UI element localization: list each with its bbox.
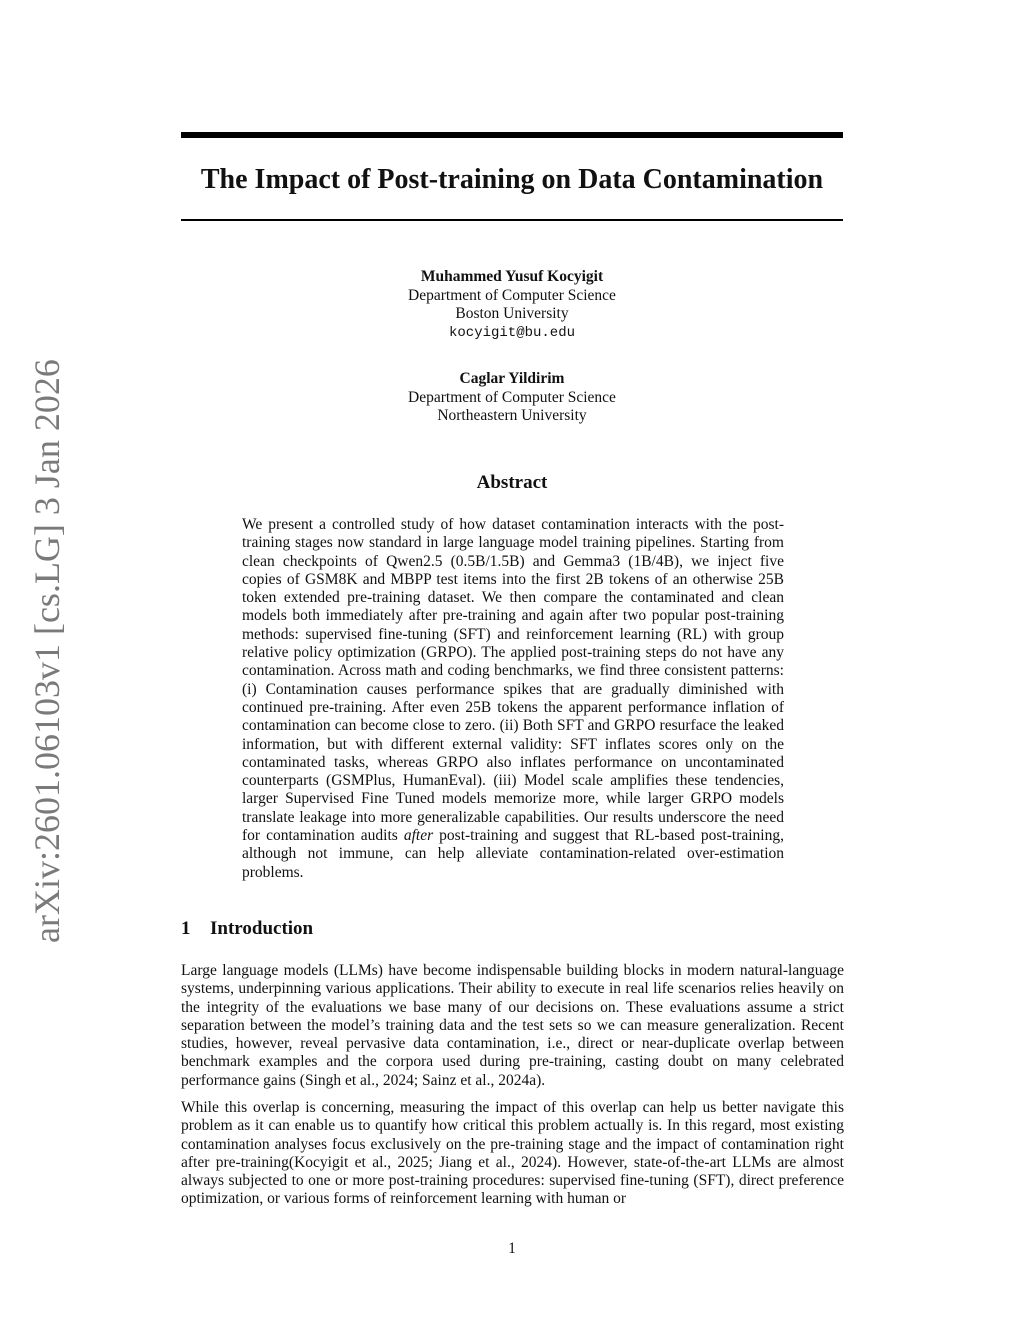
author-institution: Northeastern University bbox=[437, 407, 587, 424]
paper-title: The Impact of Post-training on Data Contamination bbox=[200, 164, 824, 195]
abstract-text bbox=[242, 516, 784, 882]
page-number: 1 bbox=[508, 1240, 516, 1257]
author-institution: Boston University bbox=[455, 305, 569, 322]
intro-paragraph-2: While this overlap is concerning, measuring the impact of this overlap can help us better navigate this problem as it can enable us to quantify how critical this problem actually is. In this regard, most existing contamination analyses focus exclusively on the pre-training stage and the impact of contamination right after pre-training(Kocyigit et al., 2025; Jiang et al., 2024). However, state-of-the-art LLMs are almost always subjected to one or more post-training procedures: supervised fine-tuning (SFT), direct preference optimization, or various forms of reinforcement learning with human or bbox=[181, 1099, 844, 1208]
section-heading-introduction bbox=[181, 918, 313, 940]
author-name: Caglar Yildirim bbox=[459, 370, 565, 387]
abstract-heading: Abstract bbox=[476, 472, 548, 493]
author-name: Muhammed Yusuf Kocyigit bbox=[420, 268, 604, 285]
title-top-rule bbox=[181, 132, 843, 138]
arxiv-identifier-stamp: arXiv:2601.06103v1 [cs.LG] 3 Jan 2026 bbox=[27, 359, 67, 943]
author-block-1 bbox=[181, 268, 843, 342]
abstract-text-end: post-training and suggest that RL-based post-training, although not immune, can help alleviate contamination-related over-estimation problems. bbox=[242, 827, 784, 881]
intro-paragraph-1: Large language models (LLMs) have become indispensable building blocks in modern natural-language systems, underpinning various applications. Their ability to execute in real life scenarios relies heavily on the integrity of the evaluations we base many of our decisions on. These evaluations assume a strict separation between the model’s training data and the test sets so we can measure generalization. Recent studies, however, reveal pervasive data contamination, i.e., direct or near-duplicate overlap between benchmark examples and the corpora used during pre-training, casting doubt on many celebrated performance gains (Singh et al., 2024; Sainz et al., 2024a). bbox=[181, 962, 844, 1089]
section-number: 1 bbox=[181, 918, 191, 939]
author-department: Department of Computer Science bbox=[408, 286, 616, 304]
author-email: kocyigit@bu.edu bbox=[448, 324, 576, 341]
section-title: Introduction bbox=[210, 918, 314, 939]
author-department: Department of Computer Science bbox=[408, 388, 616, 406]
author-block-2 bbox=[181, 370, 843, 426]
title-bottom-rule bbox=[181, 219, 843, 221]
abstract-text-main: We present a controlled study of how dataset contamination interacts with the post-training stages now standard in large language model training pipelines. Starting from clean checkpoints of Qwen2.5 (0.5B/1.5B) and Gemma3 (1B/4B), we inject five copies of GSM8K and MBPP test items into the first 2B tokens of an otherwise 25B token extended pre-training dataset. We then compare the contaminated and clean models both immediately after pre-training and again after two popular post-training methods: supervised fine-tuning (SFT) and reinforcement learning (RL) with group relative policy optimization (GRPO). The applied post-training steps do not have any contamination. Across math and coding benchmarks, we find three consistent patterns: (i) Contamination causes performance spikes that are gradually diminished with continued pre-training. After even 25B tokens the apparent performance inflation of contamination can become close to zero. (ii) Both SFT and GRPO resurface the leaked information, but with different external validity: SFT inflates scores only on the contaminated tasks, whereas GRPO also inflates performance on uncontaminated counterparts (GSMPlus, HumanEval). (iii) Model scale amplifies these tendencies, larger Supervised Fine Tuned models memorize more, while larger GRPO models translate leakage into more generalizable capabilities. Our results underscore the need for contamination audits bbox=[242, 516, 784, 845]
abstract-emphasis: after bbox=[403, 827, 434, 845]
